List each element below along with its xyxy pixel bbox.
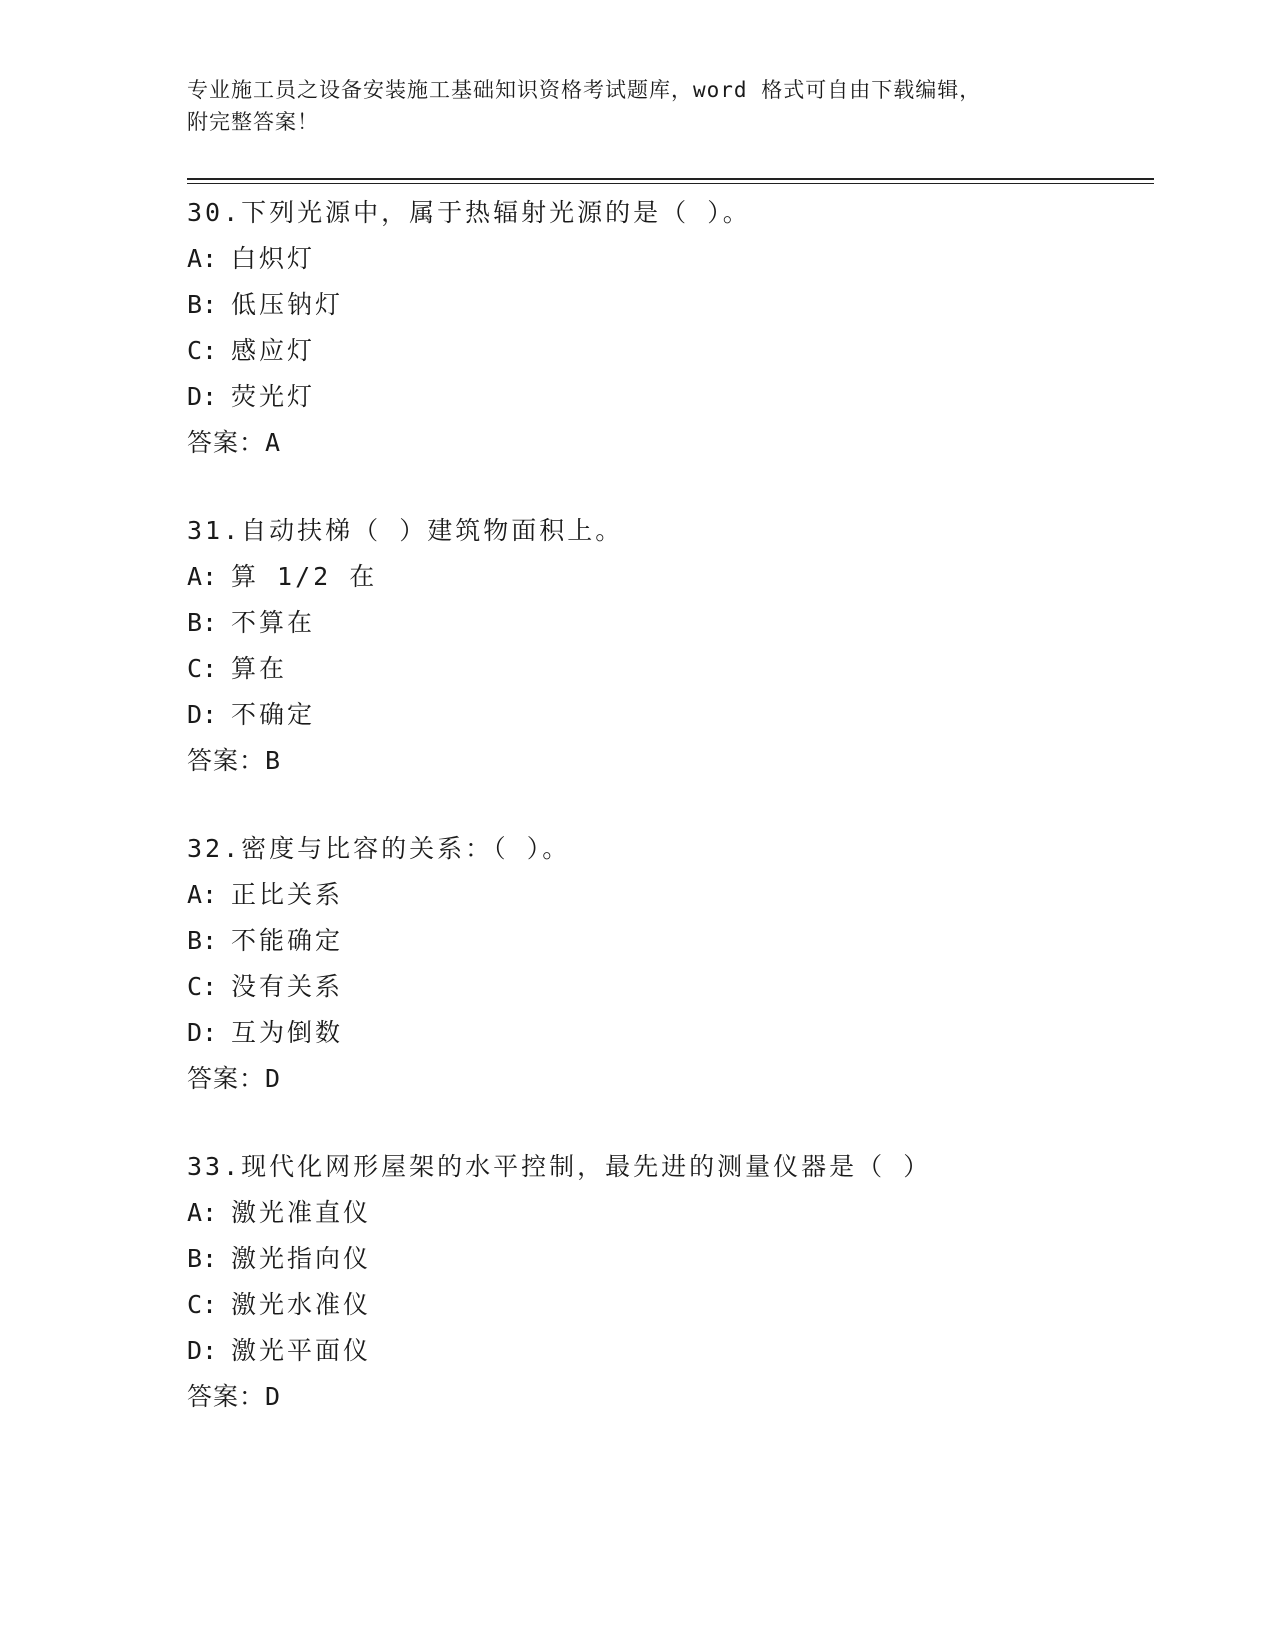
option-letter: B: bbox=[187, 608, 218, 637]
option-c bbox=[187, 1282, 1154, 1328]
option-d bbox=[187, 374, 1154, 420]
option-text: 不算在 bbox=[231, 608, 316, 637]
option-letter: D: bbox=[187, 700, 218, 729]
header-divider-thick bbox=[187, 178, 1154, 180]
option-text: 感应灯 bbox=[231, 336, 316, 365]
option-text: 算在 bbox=[231, 654, 288, 683]
answer-label: 答案： bbox=[187, 746, 266, 775]
question-32 bbox=[187, 826, 1154, 1102]
option-b bbox=[187, 600, 1154, 646]
question-31 bbox=[187, 508, 1154, 784]
option-b bbox=[187, 282, 1154, 328]
option-letter: B: bbox=[187, 1244, 218, 1273]
option-letter: A: bbox=[187, 244, 218, 273]
option-text: 激光指向仪 bbox=[231, 1244, 372, 1273]
option-c bbox=[187, 328, 1154, 374]
option-letter: A: bbox=[187, 1198, 218, 1227]
answer-label: 答案： bbox=[187, 1382, 266, 1411]
option-d bbox=[187, 1010, 1154, 1056]
option-c bbox=[187, 646, 1154, 692]
option-letter: D: bbox=[187, 382, 218, 411]
option-b bbox=[187, 1236, 1154, 1282]
option-letter: C: bbox=[187, 972, 218, 1001]
answer-value: D bbox=[265, 1064, 284, 1093]
option-letter: B: bbox=[187, 926, 218, 955]
option-letter: D: bbox=[187, 1018, 218, 1047]
option-text: 互为倒数 bbox=[231, 1018, 344, 1047]
option-letter: B: bbox=[187, 290, 218, 319]
answer-label: 答案： bbox=[187, 428, 266, 457]
option-a bbox=[187, 554, 1154, 600]
answer-label: 答案： bbox=[187, 1064, 266, 1093]
option-letter: A: bbox=[187, 562, 218, 591]
answer-value: B bbox=[265, 746, 284, 775]
option-letter: C: bbox=[187, 1290, 218, 1319]
header-line-1: 专业施工员之设备安装施工基础知识资格考试题库，word 格式可自由下载编辑， bbox=[187, 78, 982, 102]
option-b bbox=[187, 918, 1154, 964]
option-text: 白炽灯 bbox=[231, 244, 316, 273]
question-list bbox=[187, 190, 1154, 1462]
option-text: 没有关系 bbox=[231, 972, 344, 1001]
question-stem: 31.自动扶梯（ ）建筑物面积上。 bbox=[187, 516, 624, 545]
question-stem: 33.现代化网形屋架的水平控制，最先进的测量仪器是（ ） bbox=[187, 1152, 932, 1181]
header-divider-thin bbox=[187, 183, 1154, 184]
question-stem: 32.密度与比容的关系：（ ）。 bbox=[187, 834, 571, 863]
option-a bbox=[187, 236, 1154, 282]
option-text: 荧光灯 bbox=[231, 382, 316, 411]
answer-value: D bbox=[265, 1382, 284, 1411]
option-a bbox=[187, 1190, 1154, 1236]
question-33 bbox=[187, 1144, 1154, 1420]
option-letter: D: bbox=[187, 1336, 218, 1365]
option-text: 算 1/2 在 bbox=[231, 562, 378, 591]
option-text: 低压钠灯 bbox=[231, 290, 344, 319]
option-text: 激光平面仪 bbox=[231, 1336, 372, 1365]
answer-line bbox=[187, 420, 1154, 466]
option-letter: A: bbox=[187, 880, 218, 909]
answer-line bbox=[187, 1374, 1154, 1420]
question-stem: 30.下列光源中，属于热辐射光源的是（ ）。 bbox=[187, 198, 751, 227]
answer-line bbox=[187, 1056, 1154, 1102]
option-d bbox=[187, 692, 1154, 738]
option-c bbox=[187, 964, 1154, 1010]
option-text: 不能确定 bbox=[231, 926, 344, 955]
option-text: 正比关系 bbox=[231, 880, 344, 909]
option-d bbox=[187, 1328, 1154, 1374]
option-text: 激光准直仪 bbox=[231, 1198, 372, 1227]
option-letter: C: bbox=[187, 336, 218, 365]
answer-value: A bbox=[265, 428, 284, 457]
option-text: 不确定 bbox=[231, 700, 316, 729]
answer-line bbox=[187, 738, 1154, 784]
document-header bbox=[187, 74, 1067, 138]
header-line-2: 附完整答案！ bbox=[187, 110, 319, 134]
option-text: 激光水准仪 bbox=[231, 1290, 372, 1319]
question-30 bbox=[187, 190, 1154, 466]
option-a bbox=[187, 872, 1154, 918]
option-letter: C: bbox=[187, 654, 218, 683]
